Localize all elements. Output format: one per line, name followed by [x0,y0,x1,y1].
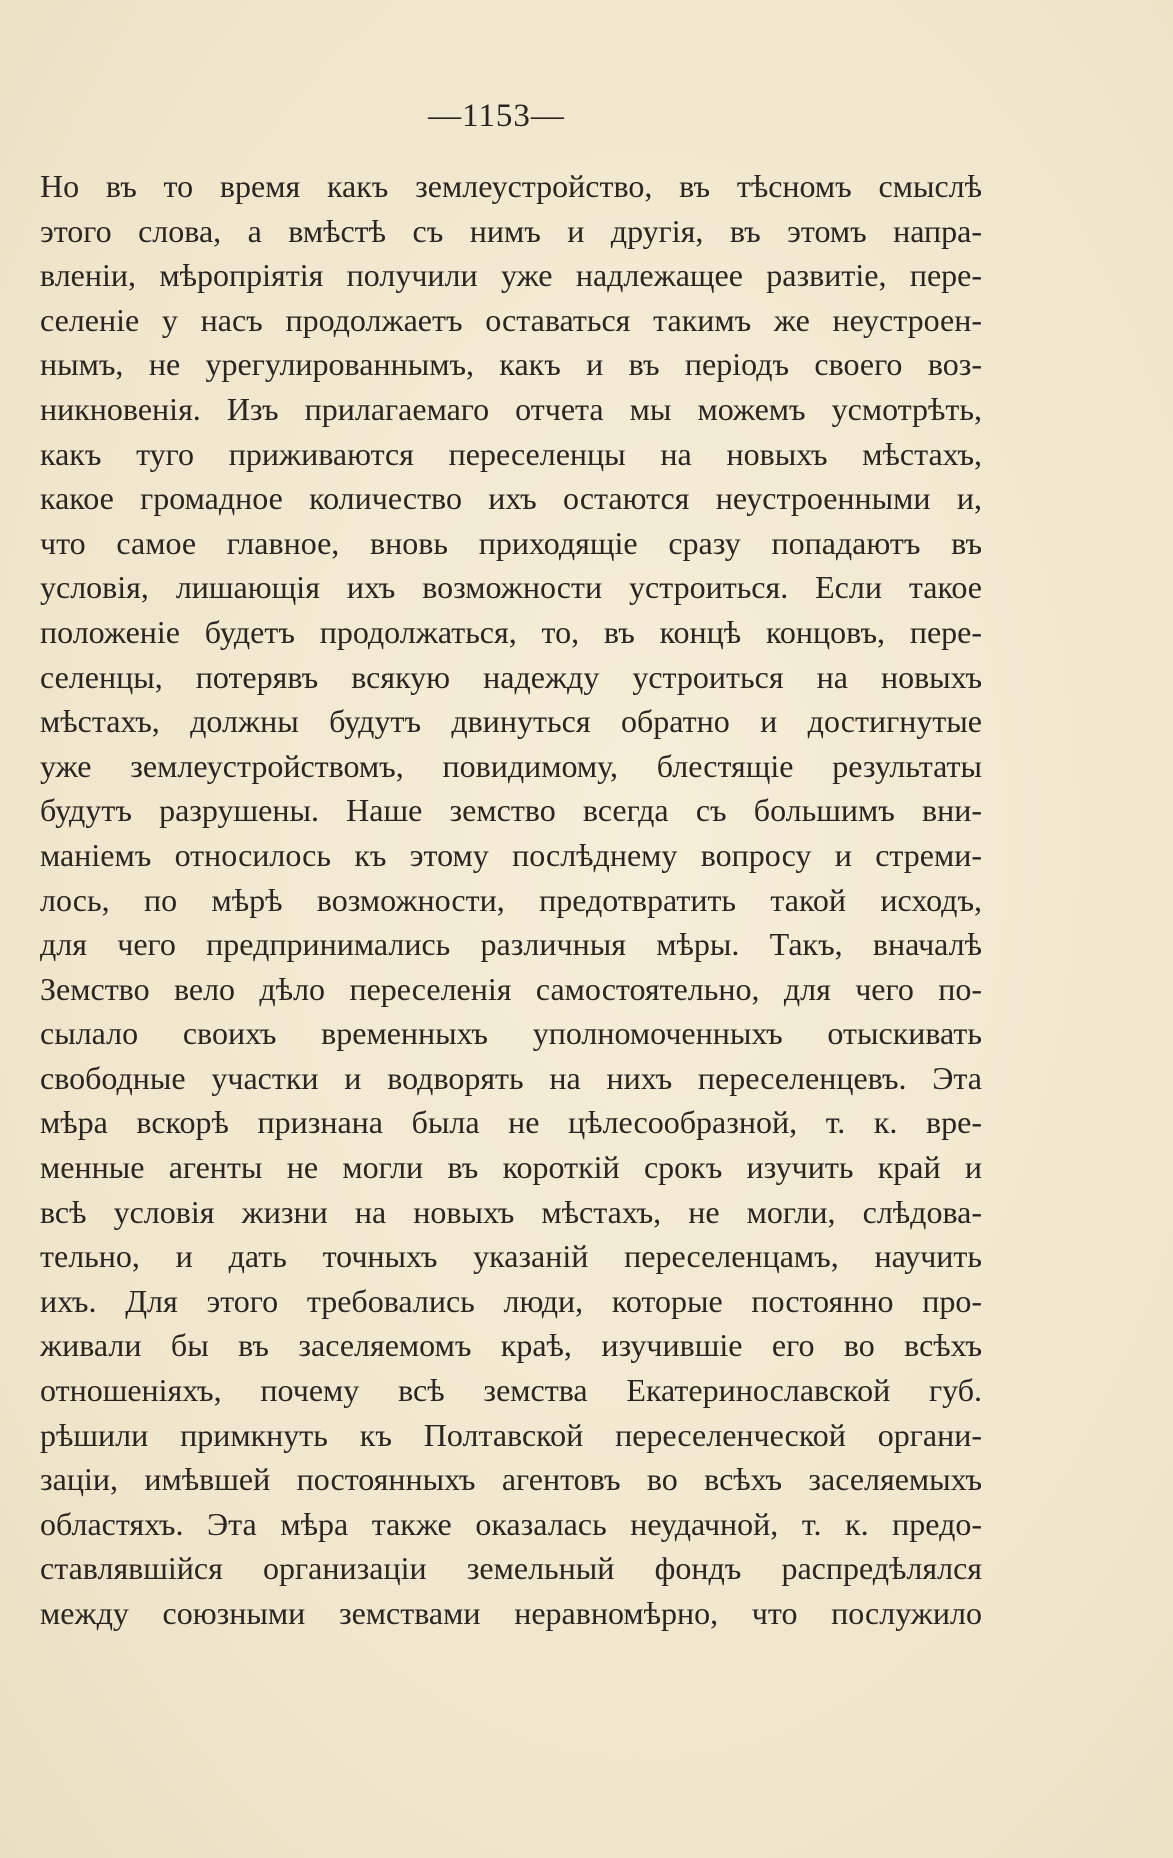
text-line: селеніе у насъ продолжаетъ оставаться такимъ же неустроен- [40,301,982,338]
body-text [40,164,982,1636]
text-line: отношеніяхъ, почему всѣ земства Екатеринославской губ. [40,1372,982,1409]
text-line: какое громадное количество ихъ остаются неустроенными и, [40,480,982,517]
text-line: тельно, и дать точныхъ указаній переселенцамъ, научить [40,1238,982,1275]
text-line: ихъ. Для этого требовались люди, которые постоянно про- [40,1282,982,1319]
text-line: Земство вело дѣло переселенія самостоятельно, для чего по- [40,970,982,1007]
text-line: заціи, имѣвшей постоянныхъ агентовъ во всѣхъ заселяемыхъ [40,1461,982,1498]
text-line: всѣ условія жизни на новыхъ мѣстахъ, не могли, слѣдова- [40,1193,982,1230]
text-line: сылало своихъ временныхъ уполномоченныхъ отыскивать [40,1015,982,1052]
text-line: никновенія. Изъ прилагаемаго отчета мы можемъ усмотрѣть, [40,390,982,427]
text-line: этого слова, а вмѣстѣ съ нимъ и другія, въ этомъ напра- [40,212,982,249]
text-line: мѣра вскорѣ признана была не цѣлесообразной, т. к. вре- [40,1104,982,1141]
text-line: свободные участки и водворять на нихъ переселенцевъ. Эта [40,1059,982,1096]
text-line: что самое главное, вновь приходящіе сразу попадаютъ въ [40,524,982,561]
text-line: живали бы въ заселяемомъ краѣ, изучившіе его во всѣхъ [40,1327,982,1364]
text-line: маніемъ относилось къ этому послѣднему вопросу и стреми- [40,836,982,873]
text-line: областяхъ. Эта мѣра также оказалась неудачной, т. к. предо- [40,1505,982,1542]
text-line: ставлявшійся организаціи земельный фондъ распредѣлялся [40,1550,982,1587]
text-line: мѣстахъ, должны будутъ двинуться обратно и достигнутые [40,703,982,740]
text-line: селенцы, потерявъ всякую надежду устроиться на новыхъ [40,658,982,695]
text-line: между союзными земствами неравномѣрно, что послужило [40,1595,982,1631]
text-line: вленіи, мѣропріятія получили уже надлежащее развитіе, пере- [40,257,982,294]
text-line: менные агенты не могли въ короткій срокъ изучить край и [40,1149,982,1186]
text-line: уже землеустройствомъ, повидимому, блестящіе результаты [40,747,982,784]
text-line: условія, лишающія ихъ возможности устроиться. Если такое [40,569,982,606]
text-line: нымъ, не урегулированнымъ, какъ и въ періодъ своего воз- [40,346,982,383]
text-line: какъ туго приживаются переселенцы на новыхъ мѣстахъ, [40,435,982,472]
text-line: будутъ разрушены. Наше земство всегда съ большимъ вни- [40,792,982,829]
text-line: рѣшили примкнуть къ Полтавской переселенческой органи- [40,1416,982,1453]
text-line: для чего предпринимались различныя мѣры. Такъ, вначалѣ [40,926,982,963]
text-line: Но въ то время какъ землеустройство, въ тѣсномъ смыслѣ [40,168,982,204]
text-line: положеніе будетъ продолжаться, то, въ концѣ концовъ, пере- [40,613,982,650]
page-number: —1153— [428,98,565,134]
text-line: лось, по мѣрѣ возможности, предотвратить такой исходъ, [40,881,982,918]
